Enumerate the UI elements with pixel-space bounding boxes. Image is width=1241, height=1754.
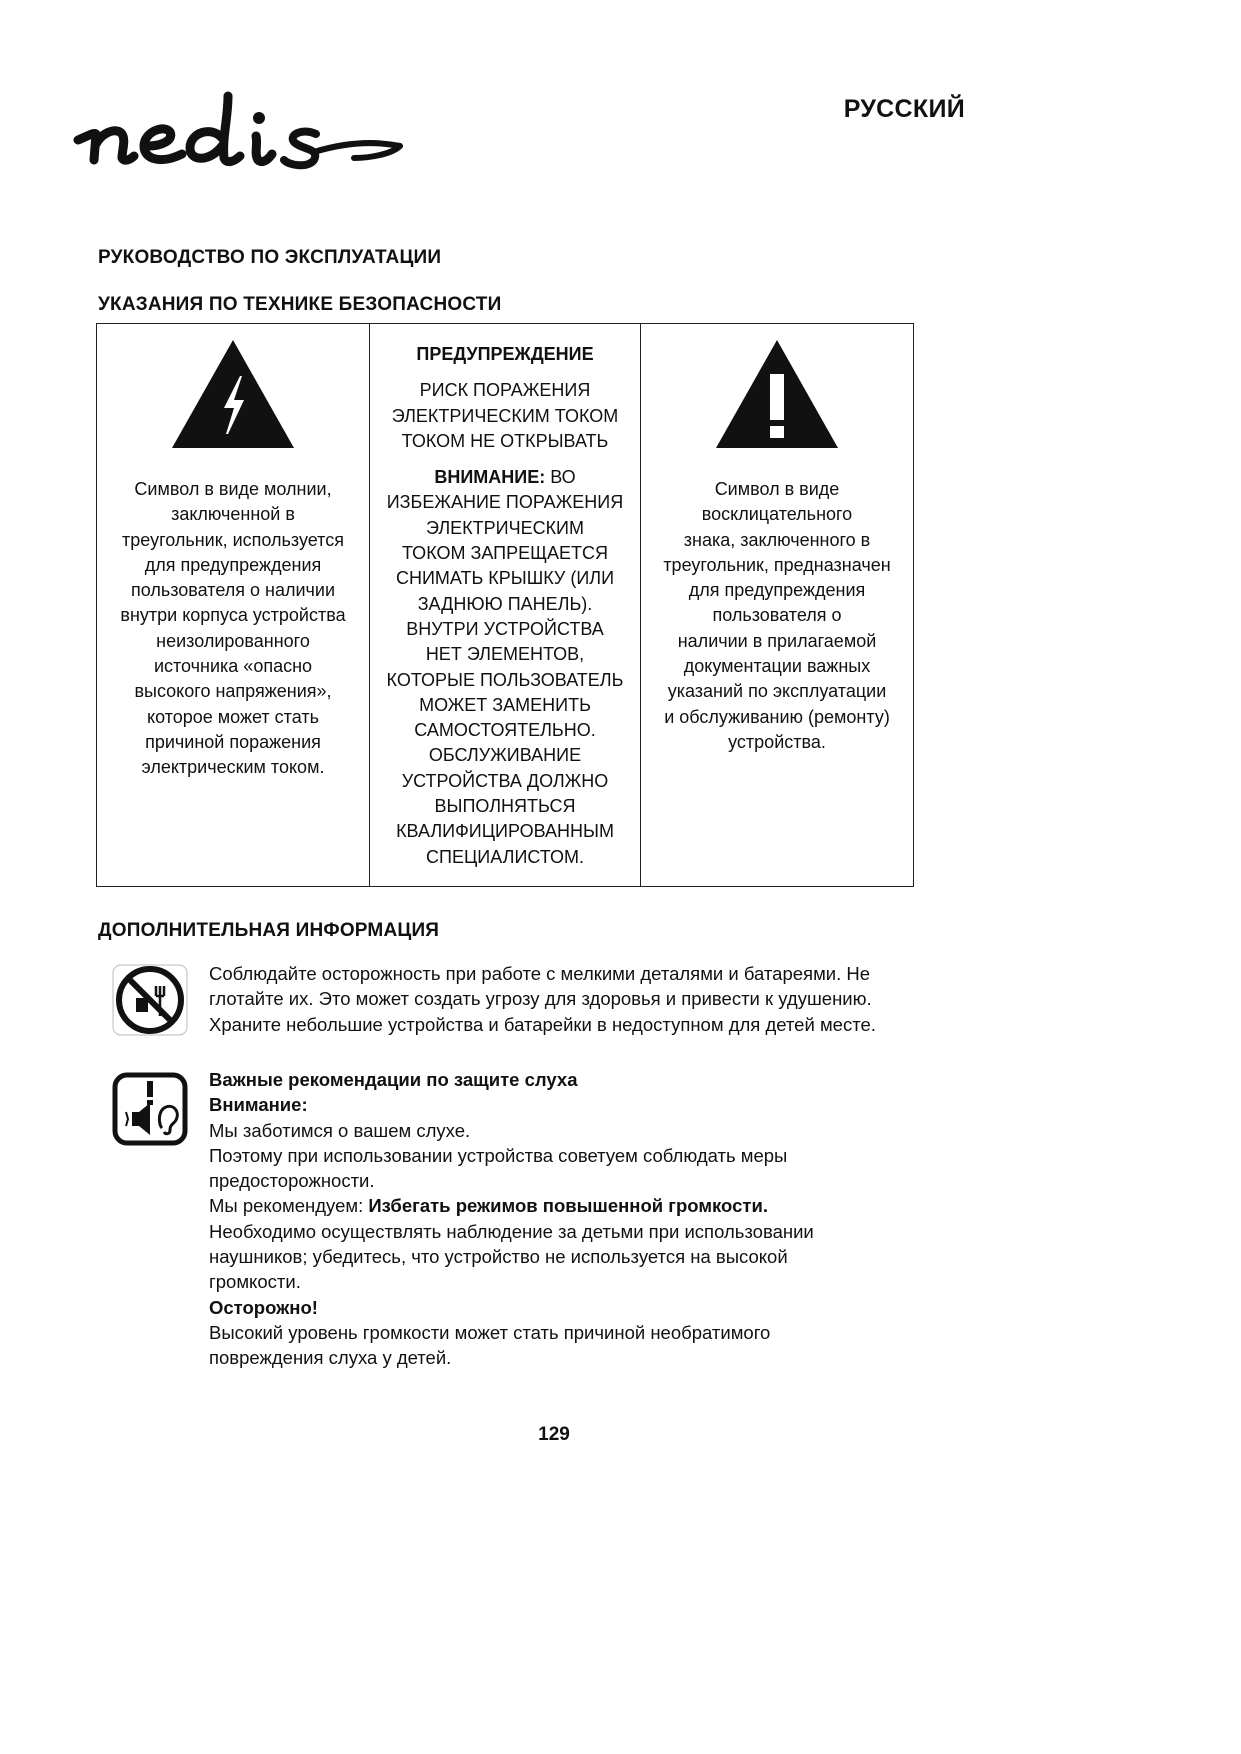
hearing-protection-text: Важные рекомендации по защите слуха Внимание: Мы заботимся о вашем слухе. Поэтому при использовании устройства советуем соблюдать меры предосторожности. Мы рекомендуем: Избегать режимов повышенной громкости. Необходимо осуществлять наблюдение за детьми при использовании наушников; убедитесь, что устройство не используется на высокой громкости. Осторожно! Высокий уровень громкости может стать причиной необратимого повреждения слуха у детей. (209, 1067, 929, 1371)
safety-heading: УКАЗАНИЯ ПО ТЕХНИКЕ БЕЗОПАСНОСТИ (98, 294, 502, 315)
small-parts-warning: Соблюдайте осторожность при работе с мелкими деталями и батареями. Не глотайте их. Это может создать угрозу для здоровья и привести к удушению. Храните небольшие устройства и батарейки в недоступном для детей месте. (209, 963, 876, 1035)
safety-symbols-table (96, 323, 914, 887)
exclamation-symbol-cell (641, 324, 913, 886)
warning-attention-text: ВНИМАНИЕ: ВО ИЗБЕЖАНИЕ ПОРАЖЕНИЯ ЭЛЕКТРИЧЕСКИМ ТОКОМ ЗАПРЕЩАЕТСЯ СНИМАТЬ КРЫШКУ (ИЛИ ЗАДНЮЮ ПАНЕЛЬ). ВНУТРИ УСТРОЙСТВА НЕТ ЭЛЕМЕНТОВ, КОТОРЫЕ ПОЛЬЗОВАТЕЛЬ МОЖЕТ ЗАМЕНИТЬ САМОСТОЯТЕЛЬНО. ОБСЛУЖИВАНИЕ УСТРОЙСТВА ДОЛЖНО ВЫПОЛНЯТЬСЯ КВАЛИФИЦИРОВАННЫМ СПЕЦИАЛИСТОМ. (386, 467, 624, 867)
hearing-caution: Осторожно! (209, 1296, 318, 1318)
lightning-symbol-cell (97, 324, 370, 886)
warning-cell (370, 324, 641, 886)
hearing-attention: Внимание: (209, 1094, 308, 1116)
lightning-symbol-description: Символ в виде молнии, заключенной в треугольник, используется для предупреждения пользователя о наличии внутри корпуса устройства неизолированного источника «опасно высокого напряжения», которое может стать причиной поражения электрическим током. (120, 479, 346, 778)
nedis-logo (70, 88, 410, 178)
hearing-protection-icon (112, 1072, 188, 1146)
page-number: 129 (538, 1424, 570, 1445)
hearing-title: Важные рекомендации по защите слуха (209, 1069, 578, 1090)
exclamation-triangle-icon (714, 338, 840, 450)
warning-title: ПРЕДУПРЕЖДЕНИЕ (416, 344, 594, 364)
lightning-triangle-icon (170, 338, 296, 450)
warning-risk-text: РИСК ПОРАЖЕНИЯ ЭЛЕКТРИЧЕСКИМ ТОКОМ ТОКОМ НЕ ОТКРЫВАТЬ (391, 380, 619, 451)
language-label: РУССКИЙ (843, 95, 965, 123)
manual-heading: РУКОВОДСТВО ПО ЭКСПЛУАТАЦИИ (98, 247, 442, 268)
additional-info-heading: ДОПОЛНИТЕЛЬНАЯ ИНФОРМАЦИЯ (98, 920, 440, 941)
exclamation-symbol-description: Символ в виде восклицательного знака, заключенного в треугольник, предназначен для предупреждения пользователя о наличии в прилагаемой документации важных указаний по эксплуатации и обслуживанию (ремонту) устройства. (663, 479, 891, 752)
no-swallow-icon (112, 964, 188, 1036)
